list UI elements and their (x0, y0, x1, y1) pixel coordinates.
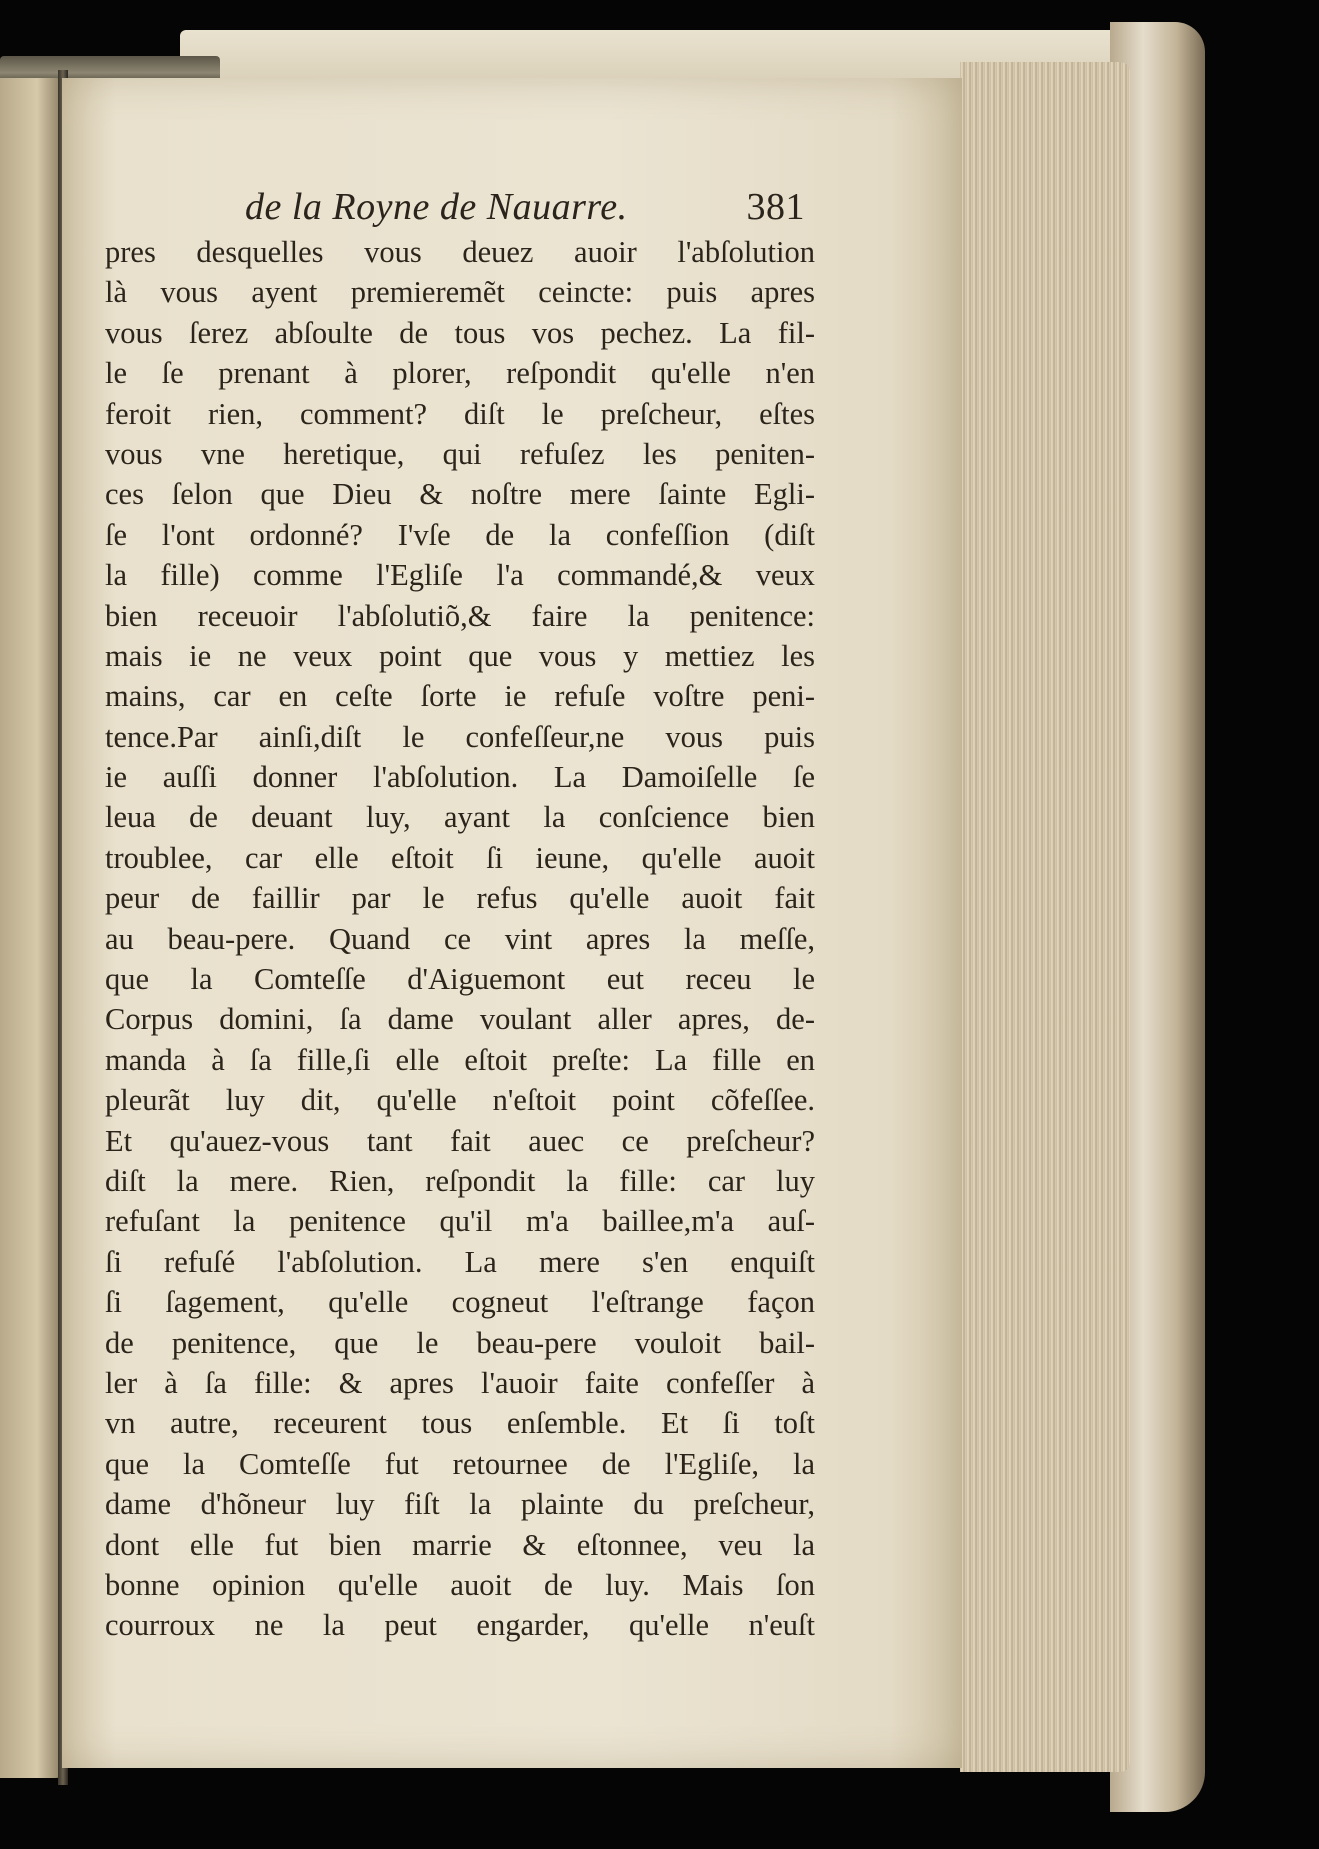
page-stack-edge (960, 62, 1130, 1772)
text-line: pres desquelles vous deuez auoir l'abſolution (105, 235, 815, 269)
text-line: Et qu'auez-vous tant fait auec ce preſcheur? (105, 1123, 815, 1158)
text-line: dame d'hõneur luy fiſt la plainte du preſcheur, (105, 1487, 815, 1522)
text-line: courroux ne la peut engarder, qu'elle n'euſt (105, 1608, 815, 1643)
text-line: Corpus domini, ſa dame voulant aller apres, de- (105, 1002, 815, 1037)
text-line: vn autre, receurent tous enſemble. Et ſi toſt (105, 1406, 815, 1441)
text-line: ces ſelon que Dieu & noſtre mere ſainte Egli- (105, 477, 815, 512)
text-line: ſe l'ont ordonné? I'vſe de la confeſſion (diſt (105, 517, 815, 552)
text-line: bonne opinion qu'elle auoit de luy. Mais ſon (105, 1567, 815, 1602)
text-line: le ſe prenant à plorer, reſpondit qu'elle n'en (105, 356, 815, 391)
text-line: troublee, car elle eſtoit ſi ieune, qu'elle auoit (105, 840, 815, 875)
text-line: bien receuoir l'abſolutiõ,& faire la penitence: (105, 598, 815, 633)
text-line: ie auſſi donner l'abſolution. La Damoiſelle ſe (105, 760, 815, 795)
text-line: manda à ſa fille,ſi elle eſtoit preſte: La fille en (105, 1042, 815, 1077)
text-line: de penitence, que le beau-pere vouloit bail- (105, 1325, 815, 1360)
text-line: ſi ſagement, qu'elle cogneut l'eſtrange façon (105, 1285, 815, 1320)
text-line: que la Comteſſe d'Aiguemont eut receu le (105, 962, 815, 997)
text-line: ſi refuſé l'abſolution. La mere s'en enquiſt (105, 1244, 815, 1279)
text-line: pleurãt luy dit, qu'elle n'eſtoit point cõfeſſee. (105, 1083, 815, 1118)
facing-page (0, 78, 62, 1778)
text-line: peur de faillir par le refus qu'elle auoit fait (105, 881, 815, 916)
body-text (105, 232, 815, 1646)
text-line: feroit rien, comment? diſt le preſcheur, eſtes (105, 396, 815, 431)
text-line: refuſant la penitence qu'il m'a baillee,m'a auſ- (105, 1204, 815, 1239)
text-line: au beau-pere. Quand ce vint apres la meſſe, (105, 921, 815, 956)
text-line: leua de deuant luy, ayant la conſcience bien (105, 800, 815, 835)
text-line: diſt la mere. Rien, reſpondit la fille: car luy (105, 1163, 815, 1198)
text-line: mains, car en ceſte ſorte ie refuſe voſtre peni- (105, 679, 815, 714)
running-head-title: de la Royne de Nauarre. (245, 186, 628, 228)
text-line: là vous ayent premieremẽt ceincte: puis apres (105, 275, 815, 310)
text-line: tence.Par ainſi,diſt le confeſſeur,ne vous puis (105, 719, 815, 754)
text-line: ler à ſa fille: & apres l'auoir faite confeſſer à (105, 1365, 815, 1400)
text-line: dont elle fut bien marrie & eſtonnee, veu la (105, 1527, 815, 1562)
text-line: la fille) comme l'Egliſe l'a commandé,& veux (105, 558, 815, 593)
page-number: 381 (746, 186, 805, 228)
text-line: vous ſerez abſoulte de tous vos pechez. La fil- (105, 315, 815, 350)
text-line: que la Comteſſe fut retournee de l'Egliſe, la (105, 1446, 815, 1481)
text-line: vous vne heretique, qui refuſez les peniten- (105, 436, 815, 471)
text-line: mais ie ne veux point que vous y mettiez les (105, 638, 815, 673)
